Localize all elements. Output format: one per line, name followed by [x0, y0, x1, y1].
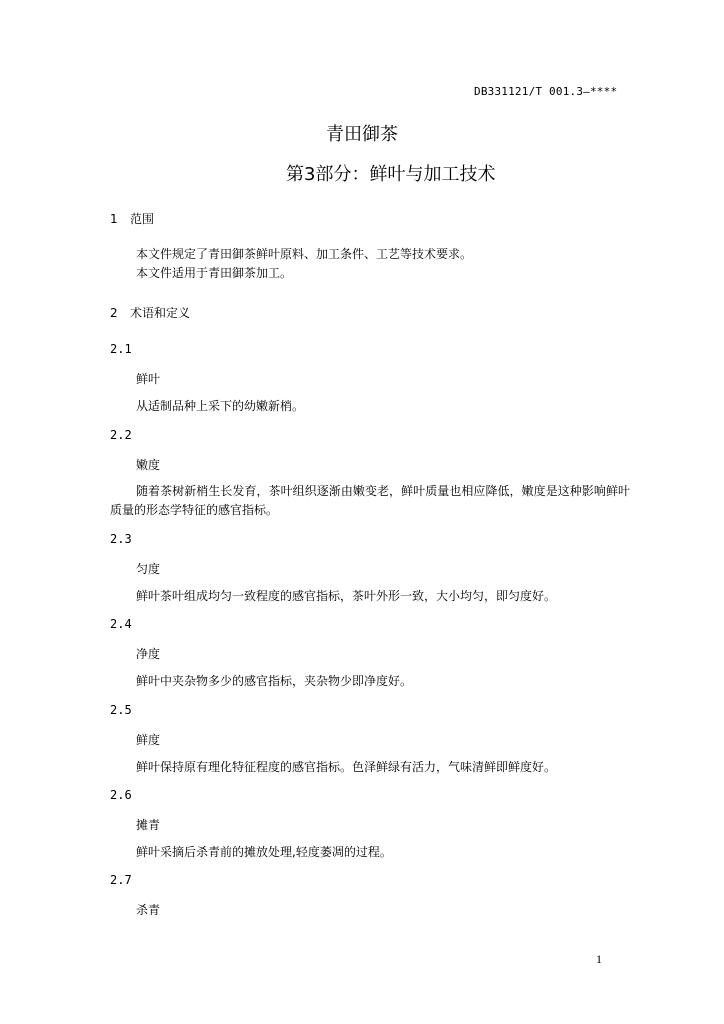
term-title: 净度	[136, 647, 161, 661]
term-title: 摊青	[136, 818, 161, 832]
term-definition: 随着茶树新梢生长发育，茶叶组织逐渐由嫩变老，鲜叶质量也相应降低，嫩度是这种影响鲜叶质量的形态学特征的感官指标。	[110, 484, 630, 517]
term-number: 2.3	[110, 532, 132, 546]
scope-paragraph-1: 本文件规定了青田御茶鲜叶原料、加工条件、工艺等技术要求。	[136, 247, 473, 261]
term-number: 2.4	[110, 617, 132, 631]
term-definition: 鲜叶中夹杂物多少的感官指标，夹杂物少即净度好。	[136, 674, 413, 688]
term-number: 2.7	[110, 873, 132, 887]
term-number: 2.2	[110, 428, 132, 442]
term-definition: 鲜叶采摘后杀青前的摊放处理,轻度萎凋的过程。	[136, 845, 392, 859]
scope-paragraph-2: 本文件适用于青田御茶加工。	[136, 266, 293, 280]
term-definition: 从适制品种上采下的幼嫩新梢。	[136, 399, 305, 413]
term-number: 2.6	[110, 788, 132, 802]
section-title: 范围	[130, 212, 155, 226]
term-number: 2.1	[110, 342, 132, 356]
document-title: 青田御茶	[326, 124, 398, 145]
section-heading-scope	[110, 210, 154, 227]
term-title: 杀青	[136, 903, 161, 917]
term-title: 嫩度	[136, 458, 161, 472]
document-code: DB331121/T 001.3—****	[474, 85, 618, 98]
term-number: 2.5	[110, 703, 132, 717]
term-title: 鲜叶	[136, 372, 161, 386]
term-definition: 鲜叶茶叶组成均匀一致程度的感官指标，茶叶外形一致，大小均匀，即匀度好。	[136, 589, 557, 603]
page-number: 1	[596, 952, 602, 966]
term-title: 鲜度	[136, 733, 161, 747]
term-definition: 鲜叶保持原有理化特征程度的感官指标。色泽鲜绿有活力，气味清鲜即鲜度好。	[136, 760, 557, 774]
section-heading-terms	[110, 304, 190, 321]
section-title: 术语和定义	[130, 306, 191, 320]
term-title: 匀度	[136, 562, 161, 576]
document-subtitle: 第3部分：鲜叶与加工技术	[286, 164, 496, 185]
section-number: 2	[110, 306, 118, 320]
section-number: 1	[110, 212, 118, 226]
